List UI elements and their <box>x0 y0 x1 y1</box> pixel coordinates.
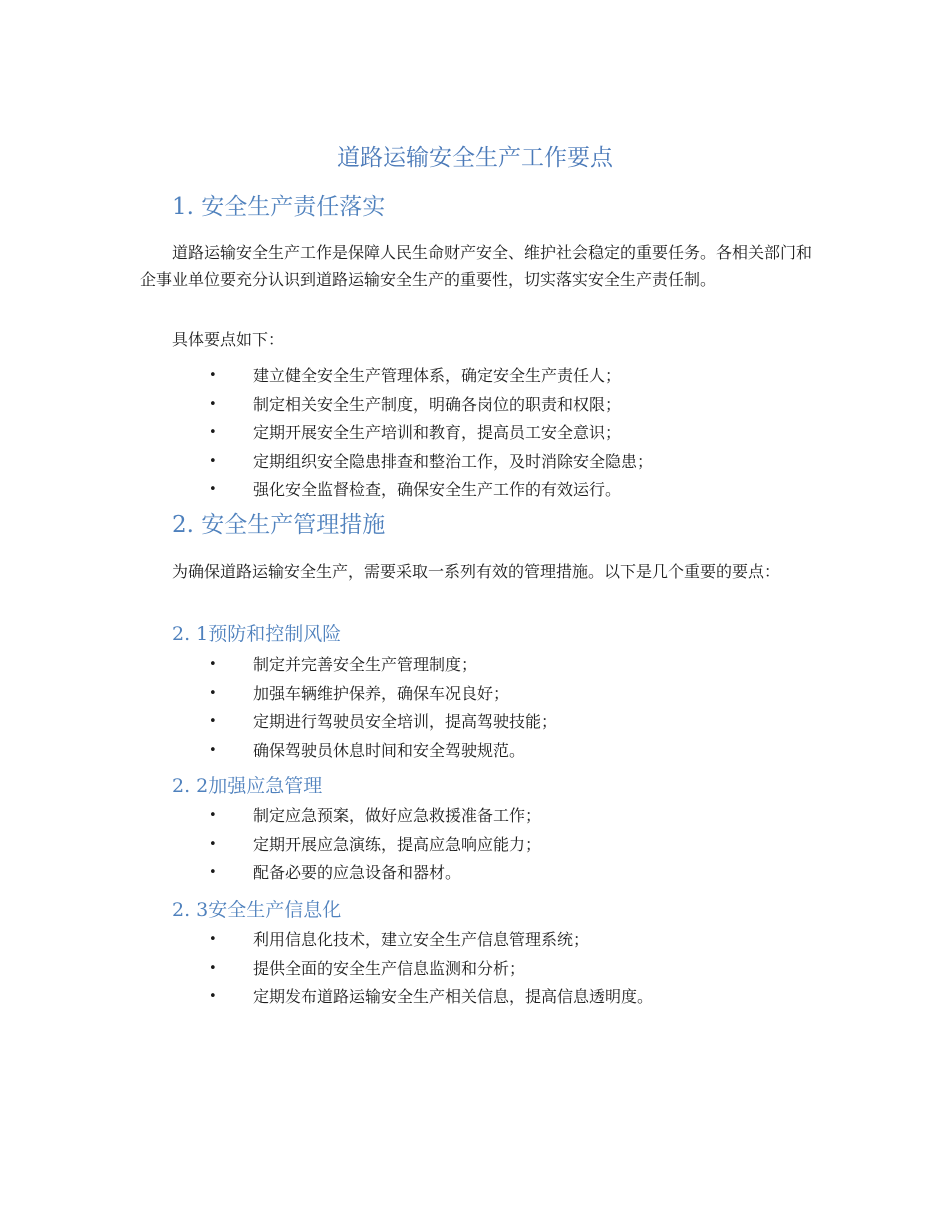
subsection-2-2-heading: 2. 2加强应急管理 <box>172 775 323 797</box>
bullet-icon: • <box>209 368 217 383</box>
bullet-icon: • <box>209 742 217 758</box>
section-1-intro: 具体要点如下： <box>172 330 285 349</box>
list-item <box>0 983 950 1012</box>
section-2-heading: 2. 安全生产管理措施 <box>172 512 386 538</box>
list-item <box>0 362 950 391</box>
subsection-2-3-heading: 2. 3安全生产信息化 <box>172 899 342 921</box>
list-item <box>0 651 950 680</box>
list-item-text: 制定并完善安全生产管理制度； <box>253 655 478 674</box>
section-1-list <box>0 362 950 505</box>
list-item-text: 制定应急预案，做好应急救援准备工作； <box>253 806 542 825</box>
list-item-text: 利用信息化技术，建立安全生产信息管理系统； <box>253 930 590 949</box>
list-item <box>0 831 950 860</box>
list-item <box>0 737 950 766</box>
list-item-text: 强化安全监督检查，确保安全生产工作的有效运行。 <box>253 480 622 499</box>
list-item <box>0 708 950 737</box>
section-1-paragraph: 道路运输安全生产工作是保障人民生命财产安全、维护社会稳定的重要任务。各相关部门和企事业单位要充分认识到道路运输安全生产的重要性，切实落实安全生产责任制。 <box>140 243 813 289</box>
list-item-text: 提供全面的安全生产信息监测和分析； <box>253 958 526 978</box>
section-1-heading: 1. 安全生产责任落实 <box>172 194 386 220</box>
bullet-icon: • <box>209 836 217 852</box>
list-item-text: 配备必要的应急设备和器材。 <box>253 863 462 882</box>
list-item <box>0 419 950 448</box>
list-item-text: 确保驾驶员休息时间和安全驾驶规范。 <box>253 740 526 760</box>
list-item <box>0 802 950 831</box>
list-item-text: 定期发布道路运输安全生产相关信息，提高信息透明度。 <box>253 987 654 1006</box>
bullet-icon: • <box>209 657 217 672</box>
list-item-text: 加强车辆维护保养，确保车况良好； <box>253 683 510 703</box>
list-item <box>0 859 950 888</box>
list-item-text: 定期进行驾驶员安全培训，提高驾驶技能； <box>253 712 558 731</box>
subsection-2-3-list <box>0 926 950 1012</box>
list-item <box>0 476 950 505</box>
bullet-icon: • <box>209 482 217 497</box>
list-item <box>0 391 950 420</box>
bullet-icon: • <box>209 932 217 947</box>
bullet-icon: • <box>209 865 217 880</box>
subsection-2-1-heading: 2. 1预防和控制风险 <box>172 623 342 645</box>
list-item-text: 定期开展应急演练，提高应急响应能力； <box>253 834 542 854</box>
bullet-icon: • <box>209 453 217 469</box>
list-item <box>0 955 950 984</box>
list-item-text: 定期组织安全隐患排查和整治工作，及时消除安全隐患； <box>253 451 654 471</box>
list-item <box>0 680 950 709</box>
bullet-icon: • <box>209 425 217 440</box>
bullet-icon: • <box>209 960 217 976</box>
bullet-icon: • <box>209 396 217 412</box>
bullet-icon: • <box>209 714 217 729</box>
list-item <box>0 926 950 955</box>
subsection-2-2-list <box>0 802 950 888</box>
list-item-text: 定期开展安全生产培训和教育，提高员工安全意识； <box>253 423 622 442</box>
section-2-paragraph: 为确保道路运输安全生产，需要采取一系列有效的管理措施。以下是几个重要的要点： <box>172 562 781 581</box>
bullet-icon: • <box>209 989 217 1004</box>
document-title: 道路运输安全生产工作要点 <box>337 145 613 171</box>
list-item-text: 制定相关安全生产制度，明确各岗位的职责和权限； <box>253 394 622 414</box>
list-item-text: 建立健全安全生产管理体系，确定安全生产责任人； <box>253 366 622 385</box>
list-item <box>0 448 950 477</box>
bullet-icon: • <box>209 685 217 701</box>
bullet-icon: • <box>209 808 217 823</box>
subsection-2-1-list <box>0 651 950 765</box>
